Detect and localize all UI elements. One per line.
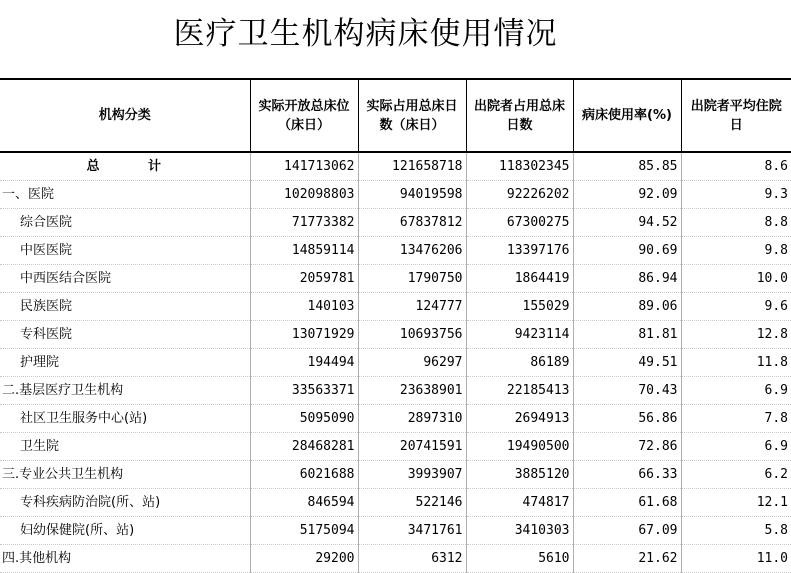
table-row [0, 349, 791, 377]
cell-open-bed-days: 140103 [250, 293, 358, 321]
table-row [0, 405, 791, 433]
cell-discharged-bed-days: 1864419 [466, 265, 573, 293]
cell-avg-stay: 11.8 [681, 349, 791, 377]
cell-avg-stay: 5.8 [681, 517, 791, 545]
table-row [0, 433, 791, 461]
cell-occupied-bed-days: 2897310 [358, 405, 466, 433]
cell-usage-rate: 66.33 [573, 461, 681, 489]
cell-avg-stay: 7.8 [681, 405, 791, 433]
cell-discharged-bed-days: 3885120 [466, 461, 573, 489]
row-category: 四.其他机构 [0, 545, 250, 573]
row-category: 三.专业公共卫生机构 [0, 461, 250, 489]
cell-open-bed-days: 33563371 [250, 377, 358, 405]
cell-usage-rate: 94.52 [573, 209, 681, 237]
cell-discharged-bed-days: 5610 [466, 545, 573, 573]
cell-usage-rate: 70.43 [573, 377, 681, 405]
table-row [0, 377, 791, 405]
cell-discharged-bed-days: 118302345 [466, 152, 573, 181]
table-row [0, 209, 791, 237]
table-row [0, 517, 791, 545]
cell-occupied-bed-days: 10693756 [358, 321, 466, 349]
row-category: 卫生院 [0, 433, 250, 461]
cell-avg-stay: 11.0 [681, 545, 791, 573]
cell-occupied-bed-days: 67837812 [358, 209, 466, 237]
header-usage-rate: 病床使用率(%) [573, 79, 681, 152]
table-row [0, 489, 791, 517]
cell-open-bed-days: 28468281 [250, 433, 358, 461]
row-category: 专科医院 [0, 321, 250, 349]
cell-occupied-bed-days: 124777 [358, 293, 466, 321]
cell-occupied-bed-days: 1790750 [358, 265, 466, 293]
bed-usage-table [0, 78, 791, 573]
table-row [0, 461, 791, 489]
row-category: 一、医院 [0, 181, 250, 209]
header-occupied-bed-days: 实际占用总床日数（床日） [358, 79, 466, 152]
row-category: 护理院 [0, 349, 250, 377]
cell-open-bed-days: 846594 [250, 489, 358, 517]
cell-usage-rate: 49.51 [573, 349, 681, 377]
table-header-row [0, 79, 791, 152]
cell-occupied-bed-days: 20741591 [358, 433, 466, 461]
header-discharged-bed-days: 出院者占用总床日数 [466, 79, 573, 152]
row-category: 妇幼保健院(所、站) [0, 517, 250, 545]
cell-open-bed-days: 14859114 [250, 237, 358, 265]
table-row [0, 181, 791, 209]
cell-open-bed-days: 141713062 [250, 152, 358, 181]
cell-discharged-bed-days: 474817 [466, 489, 573, 517]
cell-open-bed-days: 2059781 [250, 265, 358, 293]
table-row [0, 293, 791, 321]
cell-usage-rate: 90.69 [573, 237, 681, 265]
cell-avg-stay: 9.6 [681, 293, 791, 321]
cell-occupied-bed-days: 23638901 [358, 377, 466, 405]
cell-avg-stay: 12.1 [681, 489, 791, 517]
table-row [0, 321, 791, 349]
cell-discharged-bed-days: 92226202 [466, 181, 573, 209]
cell-open-bed-days: 194494 [250, 349, 358, 377]
cell-discharged-bed-days: 67300275 [466, 209, 573, 237]
cell-occupied-bed-days: 522146 [358, 489, 466, 517]
cell-avg-stay: 6.9 [681, 377, 791, 405]
cell-usage-rate: 67.09 [573, 517, 681, 545]
cell-occupied-bed-days: 13476206 [358, 237, 466, 265]
cell-usage-rate: 86.94 [573, 265, 681, 293]
cell-avg-stay: 9.3 [681, 181, 791, 209]
cell-occupied-bed-days: 121658718 [358, 152, 466, 181]
row-category: 中西医结合医院 [0, 265, 250, 293]
table-row [0, 237, 791, 265]
row-category: 专科疾病防治院(所、站) [0, 489, 250, 517]
row-category: 民族医院 [0, 293, 250, 321]
cell-occupied-bed-days: 3471761 [358, 517, 466, 545]
row-category: 综合医院 [0, 209, 250, 237]
cell-occupied-bed-days: 3993907 [358, 461, 466, 489]
cell-avg-stay: 6.2 [681, 461, 791, 489]
cell-open-bed-days: 102098803 [250, 181, 358, 209]
cell-occupied-bed-days: 94019598 [358, 181, 466, 209]
cell-usage-rate: 56.86 [573, 405, 681, 433]
table-row [0, 545, 791, 573]
cell-discharged-bed-days: 2694913 [466, 405, 573, 433]
page-title: 医疗卫生机构病床使用情况 [173, 16, 558, 52]
row-category: 中医医院 [0, 237, 250, 265]
cell-usage-rate: 85.85 [573, 152, 681, 181]
cell-avg-stay: 12.8 [681, 321, 791, 349]
table-row [0, 265, 791, 293]
cell-avg-stay: 9.8 [681, 237, 791, 265]
cell-open-bed-days: 71773382 [250, 209, 358, 237]
header-category: 机构分类 [0, 79, 250, 152]
cell-discharged-bed-days: 3410303 [466, 517, 573, 545]
header-avg-stay: 出院者平均住院日 [681, 79, 791, 152]
cell-open-bed-days: 13071929 [250, 321, 358, 349]
cell-usage-rate: 72.86 [573, 433, 681, 461]
cell-occupied-bed-days: 6312 [358, 545, 466, 573]
cell-discharged-bed-days: 9423114 [466, 321, 573, 349]
cell-avg-stay: 10.0 [681, 265, 791, 293]
cell-discharged-bed-days: 19490500 [466, 433, 573, 461]
cell-open-bed-days: 29200 [250, 545, 358, 573]
cell-discharged-bed-days: 86189 [466, 349, 573, 377]
cell-open-bed-days: 5175094 [250, 517, 358, 545]
cell-discharged-bed-days: 155029 [466, 293, 573, 321]
row-category: 二.基层医疗卫生机构 [0, 377, 250, 405]
cell-usage-rate: 89.06 [573, 293, 681, 321]
cell-avg-stay: 8.8 [681, 209, 791, 237]
row-category: 总 计 [0, 152, 250, 181]
cell-avg-stay: 8.6 [681, 152, 791, 181]
cell-avg-stay: 6.9 [681, 433, 791, 461]
row-category: 社区卫生服务中心(站) [0, 405, 250, 433]
table-row-total [0, 152, 791, 181]
cell-open-bed-days: 6021688 [250, 461, 358, 489]
cell-discharged-bed-days: 22185413 [466, 377, 573, 405]
cell-discharged-bed-days: 13397176 [466, 237, 573, 265]
cell-usage-rate: 92.09 [573, 181, 681, 209]
cell-usage-rate: 81.81 [573, 321, 681, 349]
header-open-bed-days: 实际开放总床位（床日） [250, 79, 358, 152]
cell-usage-rate: 21.62 [573, 545, 681, 573]
cell-usage-rate: 61.68 [573, 489, 681, 517]
cell-occupied-bed-days: 96297 [358, 349, 466, 377]
cell-open-bed-days: 5095090 [250, 405, 358, 433]
